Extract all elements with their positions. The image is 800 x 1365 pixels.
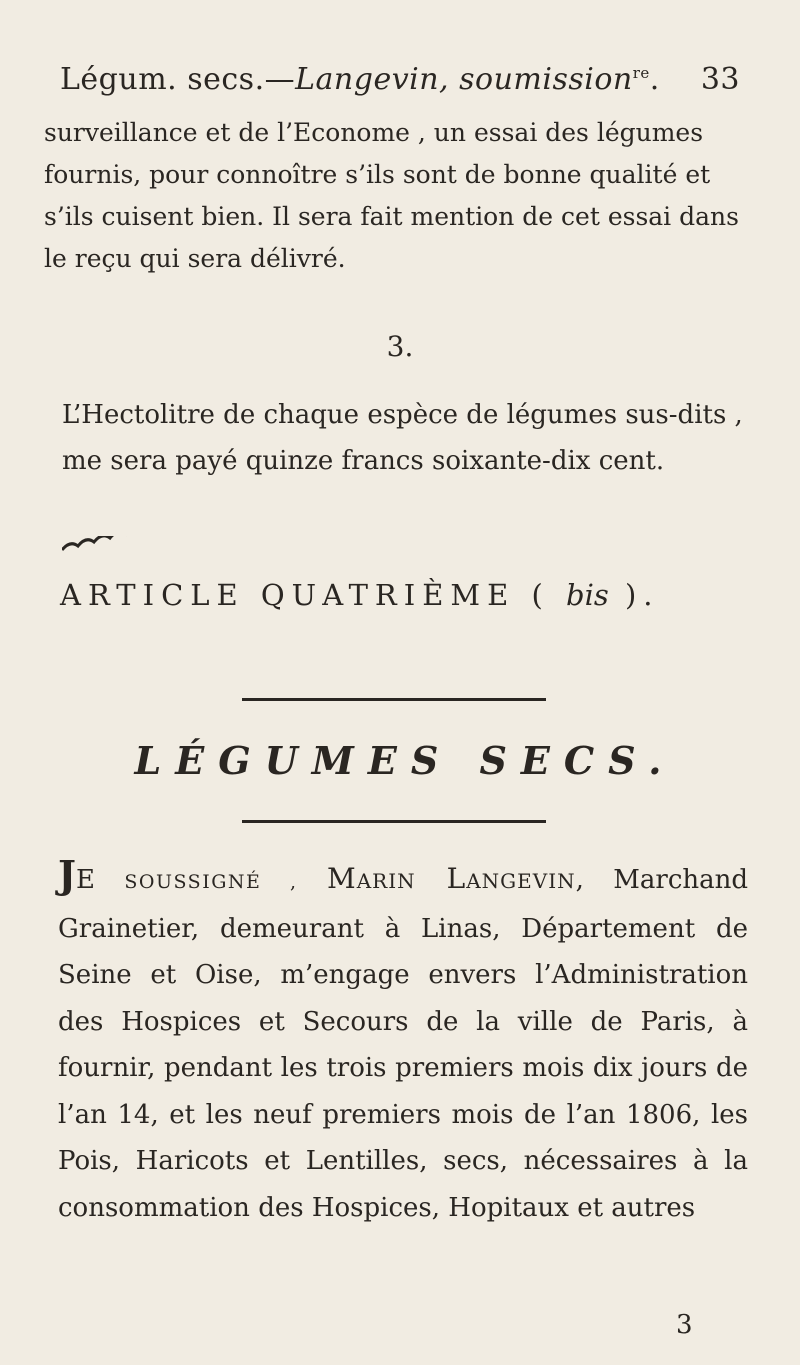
paragraph-hectolitre: L’Hectolitre de chaque espèce de légumes sus-dits , me sera payé quinze francs soixante-dix cent. bbox=[62, 400, 743, 476]
ornament-divider bbox=[62, 536, 742, 556]
article-heading-text: ARTICLE QUATRIÈME ( bbox=[60, 578, 550, 612]
header-superscript: re bbox=[632, 64, 650, 82]
drop-cap: J bbox=[58, 852, 76, 897]
header-dash: — bbox=[264, 62, 296, 97]
declaration-body: , Marchand Grainetier, demeurant à Linas, Département de Seine et Oise, m’engage envers l’Administration des Hospices et Secours de la ville de Paris, à fournir, pendant les trois premiers mois dix jours de l’an 14, et les neuf premiers mois de l’an 1806, les Pois, Haricots et Lentilles, secs, nécessaires à la consommation des Hospices, Hopitaux et autres bbox=[58, 865, 749, 1223]
catchword: 3 bbox=[676, 1310, 693, 1340]
drop-cap-e: E bbox=[75, 865, 95, 895]
article-heading-bis: bis bbox=[566, 578, 609, 612]
header-author: Langevin, soumission bbox=[295, 62, 633, 97]
page-number: 33 bbox=[700, 62, 740, 97]
article-heading-close: ). bbox=[624, 578, 660, 612]
paragraph-surveillance: surveillance et de l’Econome , un essai des légumes fournis, pour connoître s’ils sont de bonne qualité et s’ils cuisent bien. Il sera fait mention de cet essai dans le reçu qui sera délivré. bbox=[44, 118, 739, 273]
paragraph-declaration bbox=[58, 852, 748, 1231]
section-number: 3. bbox=[386, 330, 414, 363]
article-heading bbox=[60, 578, 760, 612]
supplier-name: Marin Langevin bbox=[327, 862, 576, 895]
title-rule-top bbox=[242, 698, 546, 701]
header-period: . bbox=[649, 62, 660, 97]
soussigne-text: SOUSSIGNÉ , bbox=[124, 871, 298, 893]
section-title: LÉGUMES SECS. bbox=[134, 738, 676, 783]
running-header bbox=[60, 62, 740, 112]
title-rule-bottom bbox=[242, 820, 546, 823]
header-section: Légum. secs. bbox=[60, 62, 265, 97]
